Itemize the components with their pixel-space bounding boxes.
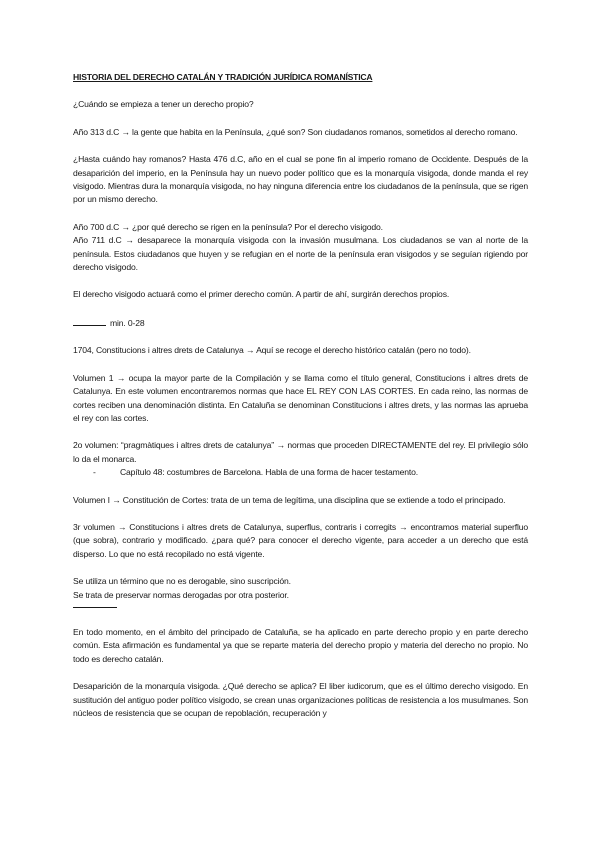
document-body: [73, 71, 528, 720]
paragraph-principado: En todo momento, en el ámbito del principado de Cataluña, se ha aplicado en parte derecho propio y en parte derecho común. Esta afirmación es fundamental ya que se reparte materia del derecho propio y materia del derecho no propio. No todo es derecho catalán.: [73, 626, 528, 664]
divider-line: [73, 606, 117, 608]
blank-underline: [73, 316, 106, 326]
paragraph-common-law: El derecho visigodo actuará como el primer derecho común. A partir de ahí, surgirán derechos propios.: [73, 289, 450, 300]
paragraph-question: ¿Cuándo se empieza a tener un derecho propio?: [73, 99, 254, 110]
paragraph-year-711: Año 711 d.C → desaparece la monarquía visigoda con la invasión musulmana. Los ciudadanos se van al norte de la península. Estos ciudadanos que huyen y se refugian en el norte de la península eran visigodos y se seguían rigiendo por derecho visigodo.: [73, 235, 528, 273]
paragraph-volume-3: 3r volumen → Constitucions i altres drets de Catalunya, superflus, contraris i corregits → encontramos material superfluo (que sobra), contrario y modificado. ¿para qué? para conocer el derecho vigente, para acceder a un derecho que está disperso. Lo que no está recopilado no está vigente.: [73, 521, 528, 559]
paragraph-year-313: Año 313 d.C → la gente que habita en la Península, ¿qué son? Son ciudadanos romanos, sometidos al derecho romano.: [73, 126, 518, 137]
paragraph-preserve: Se trata de preservar normas derogadas por otra posterior.: [73, 589, 289, 600]
bullet-item: [73, 466, 528, 479]
paragraph-minute-marker: [73, 316, 528, 330]
paragraph-year-700: Año 700 d.C → ¿por qué derecho se rigen en la península? Por el derecho visigodo.: [73, 221, 383, 232]
paragraph-volume-2: 2o volumen: “pragmàtiques i altres drets de catalunya” → normas que proceden DIRECTAMENTE del rey. El privilegio sólo lo da el monarca.: [73, 440, 528, 464]
paragraph-volume-i: Volumen I → Constitución de Cortes: trata de un tema de legítima, una disciplina que se extiende a todo el principado.: [73, 494, 506, 505]
paragraph-volume-1: Volumen 1 → ocupa la mayor parte de la Compilación y se llama como el título general, Constitucions i altres drets de Catalunya. En este volumen encontraremos normas que hace EL REY CON LAS CORTES. En cada reino, las normas de cortes reciben una denominación distinta. En Cataluña se denominan Constitucions i altres drets, y las normas las aprueba el rey con las cortes.: [73, 372, 528, 423]
paragraph-term: Se utiliza un término que no es derogable, sino suscripción.: [73, 576, 291, 587]
document-title: HISTORIA DEL DERECHO CATALÁN Y TRADICIÓN JURÍDICA ROMANÍSTICA: [73, 72, 373, 82]
paragraph-visigothic-end: Desaparición de la monarquía visigoda. ¿Qué derecho se aplica? El liber iudicorum, que es el último derecho visigodo. En sustitución del antiguo poder político visigodo, se crean unas organizaciones políticas de resistencia a los musulmanes. Son núcleos de resistencia que se ocupan de repoblación, recuperación y: [73, 681, 528, 718]
bullet-dash: -: [93, 467, 96, 478]
minute-label: min. 0-28: [110, 317, 145, 328]
paragraph-year-476: ¿Hasta cuándo hay romanos? Hasta 476 d.C, año en el cual se pone fin al imperio romano de Occidente. Después de la desaparición del imperio, en la Península hay un nuevo poder político que es la monarquía visigoda, donde manda el rey visigodo. Mientras dura la monarquía visigoda, no hay ninguna diferencia entre los ciudadanos de la península, que se rigen por un mismo derecho.: [73, 154, 528, 205]
bullet-text: Capítulo 48: costumbres de Barcelona. Habla de una forma de hacer testamento.: [120, 467, 419, 478]
paragraph-1704: 1704, Constitucions i altres drets de Catalunya → Aquí se recoge el derecho histórico catalán (pero no todo).: [73, 345, 471, 356]
